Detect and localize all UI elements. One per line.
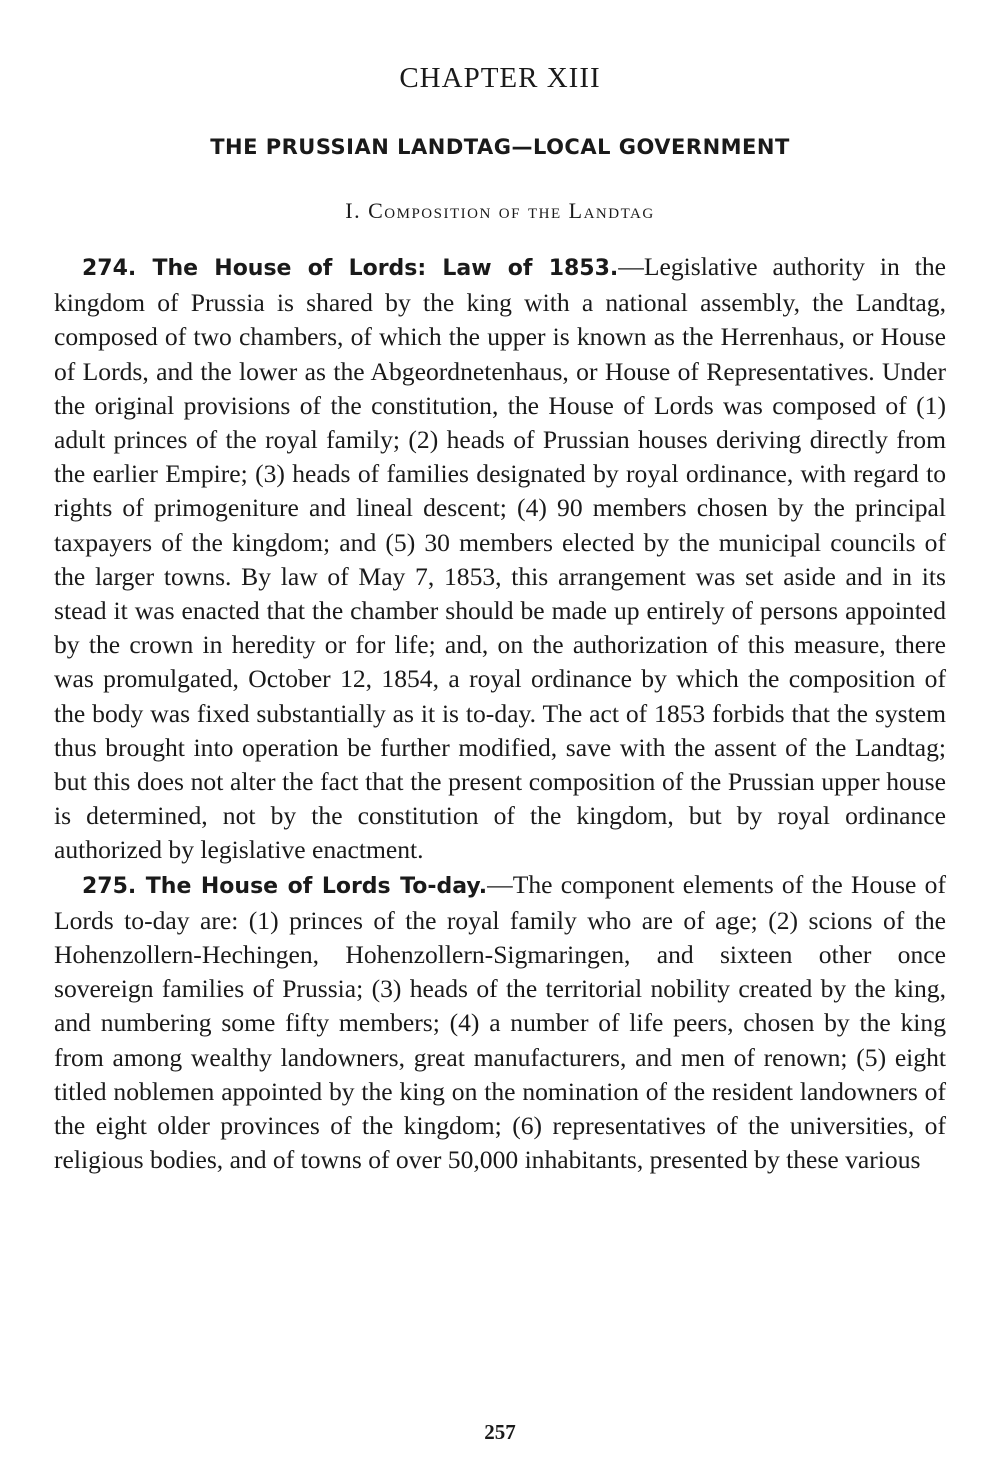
page-number: 257: [484, 1420, 516, 1444]
section-title: I. Composition of the Landtag: [345, 198, 655, 223]
paragraph-text: —Legislative authority in the kingdom of Prussia is shared by the king with a national assembly, the Landtag, composed of two chambers, of which the upper is known as the Herrenhaus, or House of Lords, and the lower as the Abgeordnetenhaus, or House of Representatives. Under the original provisions of the constitution, the House of Lords was composed of (1) adult princes of the royal family; (2) heads of Prussian houses deriving directly from the earlier Empire; (3) heads of families designated by royal ordinance, with regard to rights of primogeniture and lineal descent; (4) 90 members chosen by the principal taxpayers of the kingdom; and (5) 30 members elected by the municipal councils of the larger towns. By law of May 7, 1853, this arrangement was set aside and in its stead it was enacted that the chamber should be made up entirely of persons appointed by the crown in heredity or for life; and, on the authorization of this measure, there was promulgated, October 12, 1854, a royal ordinance by which the composition of the body was fixed substantially as it is to-day. The act of 1853 forbids that the system thus brought into operation be further modified, save with the assent of the Landtag; but this does not alter the fact that the present composition of the Prussian upper house is determined, not by the constitution of the kingdom, but by royal ordinance authorized by legislative enactment.: [54, 252, 946, 865]
paragraph-text: —The component elements of the House of Lords to-day are: (1) princes of the royal family who are of age; (2) scions of the Hohenzollern-Hechingen, Hohenzollern-Sigmaringen, and sixteen other once sovereign families of Prussia; (3) heads of the territorial nobility created by the king, and numbering some fifty members; (4) a number of life peers, chosen by the king from among wealthy landowners, great manufacturers, and men of renown; (5) eight titled noblemen appointed by the king on the nomination of the resident landowners of the eight older provinces of the kingdom; (6) representatives of the universities, of religious bodies, and of towns of over 50,000 inhabitants, presented by these various: [54, 869, 946, 1175]
paragraph-275: [54, 868, 946, 1178]
paragraph-heading: 274. The House of Lords: Law of 1853.: [82, 256, 619, 281]
paragraph-274: [54, 250, 946, 868]
chapter-title: THE PRUSSIAN LANDTAG—LOCAL GOVERNMENT: [210, 135, 790, 159]
body-text: [54, 250, 946, 1177]
paragraph-heading: 275. The House of Lords To-day.: [82, 873, 488, 899]
chapter-number: CHAPTER XIII: [399, 62, 601, 94]
